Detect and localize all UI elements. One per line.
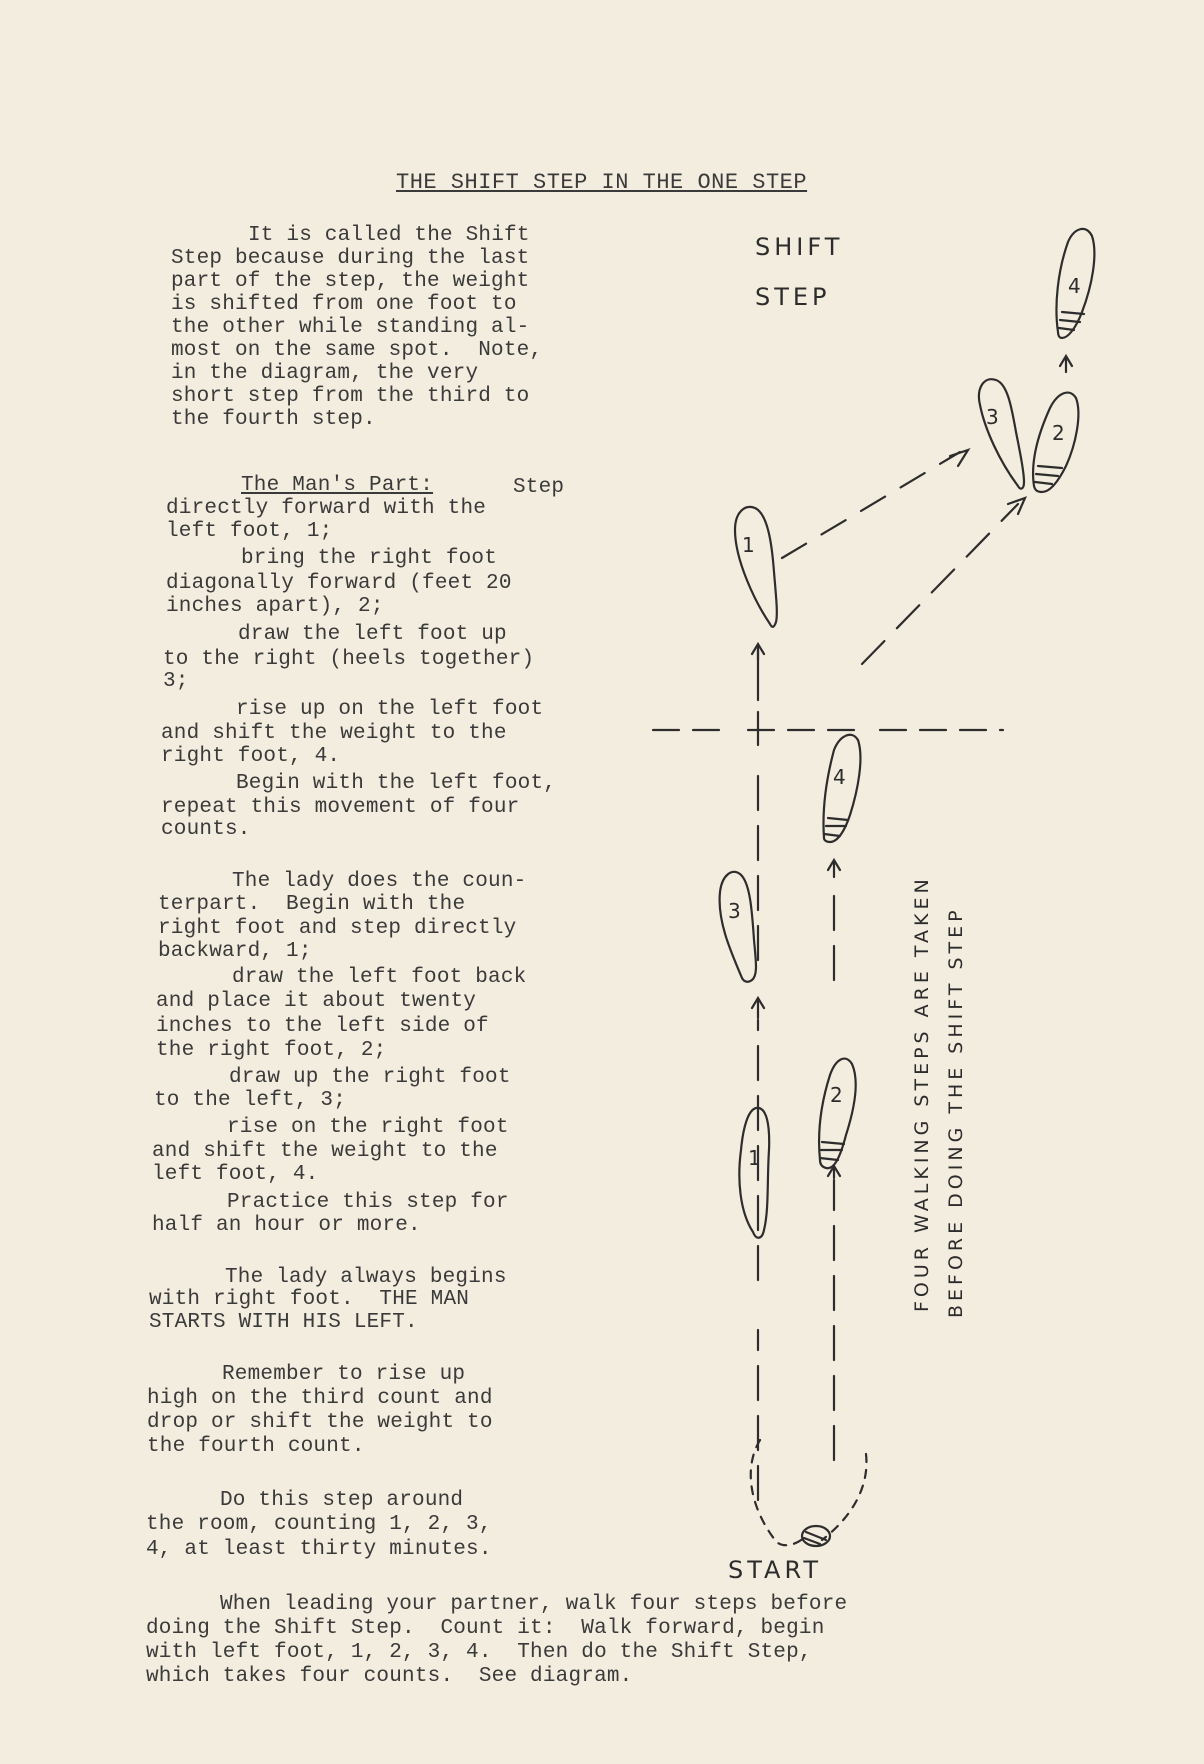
start-foot-outline-right [822, 1454, 866, 1540]
mans-part-line: 3; [163, 670, 189, 693]
foot-number: 2 [1052, 421, 1065, 445]
footprint-walk-1 [739, 1108, 769, 1238]
foot-number: 1 [742, 533, 755, 557]
mans-part-heading: The Man's Part: [241, 474, 434, 497]
do-this-line: the room, counting 1, 2, 3, [146, 1513, 492, 1536]
ladys-part-line: and place it about twenty [156, 990, 477, 1013]
start-heel-hatch [804, 1532, 826, 1544]
intro-line: Step because during the last [171, 247, 530, 270]
page-title: THE SHIFT STEP IN THE ONE STEP [396, 170, 808, 195]
ladys-part-line: right foot and step directly [158, 917, 517, 940]
mans-part-line: left foot, 1; [166, 520, 333, 543]
ladys-part-line: the right foot, 2; [156, 1039, 387, 1062]
do-this-line: Do this step around [220, 1489, 464, 1512]
ladys-part-line: Practice this step for [227, 1191, 509, 1214]
ladys-part-line: draw up the right foot [229, 1066, 511, 1089]
remember-line: high on the third count and [147, 1387, 493, 1410]
ladys-part-line: terpart. Begin with the [158, 893, 466, 916]
footprint-shift-2 [1033, 393, 1078, 492]
foot-number: 4 [1068, 274, 1081, 298]
mans-part-line: counts. [161, 818, 251, 841]
ladys-part-line: to the left, 3; [154, 1089, 347, 1112]
label-shift: SHIFT [755, 233, 844, 261]
leading-line: doing the Shift Step. Count it: Walk forward, begin [146, 1617, 825, 1640]
arrow-up-icon [752, 644, 764, 660]
ladys-part-line: draw the left foot back [232, 966, 527, 989]
intro-line: the other while standing al- [171, 316, 530, 339]
mans-part-line: to the right (heels together) [163, 648, 535, 671]
footprint-walk-2 [819, 1059, 856, 1169]
label-start: START [728, 1556, 823, 1584]
mans-part-line: directly forward with the [166, 497, 487, 520]
foot-number: 4 [833, 765, 846, 789]
mans-part-line: and shift the weight to the [161, 722, 507, 745]
label-step: STEP [755, 283, 831, 311]
foot-number: 3 [728, 899, 741, 923]
heel-hatch [1059, 312, 1084, 330]
lady-begins-line: The lady always begins [225, 1266, 507, 1289]
mans-part-line: bring the right foot [241, 547, 498, 570]
mans-part-line: Begin with the left foot, [236, 772, 557, 795]
footprint-walk-4 [823, 735, 860, 842]
mans-part-line: draw the left foot up [238, 623, 507, 646]
ladys-part-line: inches to the left side of [156, 1015, 489, 1038]
mans-part-line: Step [513, 476, 565, 499]
heel-hatch [824, 818, 848, 836]
footprint-shift-1 [735, 507, 777, 627]
arrow-up-icon [1060, 356, 1072, 372]
ladys-part-line: The lady does the coun- [232, 870, 527, 893]
ladys-part-line: half an hour or more. [152, 1214, 421, 1237]
intro-line: is shifted from one foot to [171, 293, 517, 316]
intro-line: in the diagram, the very [171, 362, 479, 385]
mans-part-line: rise up on the left foot [236, 698, 544, 721]
leading-line: with left foot, 1, 2, 3, 4. Then do the Shift Step, [146, 1641, 812, 1664]
ladys-part-line: and shift the weight to the [152, 1140, 498, 1163]
foot-number: 2 [830, 1083, 843, 1107]
arrow-diagonal-icon [950, 450, 968, 466]
foot-number: 1 [748, 1146, 761, 1170]
remember-line: the fourth count. [147, 1435, 365, 1458]
mans-part-line: inches apart), 2; [166, 595, 384, 618]
remember-line: Remember to rise up [222, 1363, 466, 1386]
mans-part-line: repeat this movement of four [161, 796, 520, 819]
footprint-shift-4 [1056, 229, 1094, 338]
foot-number: 3 [986, 405, 999, 429]
ladys-part-line: rise on the right foot [227, 1116, 509, 1139]
vertical-caption-line1: FOUR WALKING STEPS ARE TAKEN [911, 875, 933, 1312]
intro-line: the fourth step. [171, 408, 376, 431]
footprint-shift-3 [979, 379, 1024, 488]
heel-hatch [820, 1142, 844, 1160]
intro-line: part of the step, the weight [171, 270, 530, 293]
intro-line: most on the same spot. Note, [171, 339, 543, 362]
footprint-walk-3 [720, 872, 756, 982]
arrow-up-icon [752, 998, 764, 1018]
ladys-part-line: left foot, 4. [152, 1163, 319, 1186]
ladys-part-line: backward, 1; [158, 940, 312, 963]
intro-line: short step from the third to [171, 385, 530, 408]
lady-begins-line: with right foot. THE MAN [149, 1288, 470, 1311]
do-this-line: 4, at least thirty minutes. [146, 1538, 492, 1561]
mans-part-line: right foot, 4. [161, 745, 341, 768]
vertical-caption-line2: BEFORE DOING THE SHIFT STEP [945, 906, 967, 1318]
diagonal-path [782, 452, 960, 558]
lady-begins-line: STARTS WITH HIS LEFT. [149, 1311, 418, 1334]
remember-line: drop or shift the weight to [147, 1411, 493, 1434]
intro-line: It is called the Shift [248, 224, 530, 247]
arrow-up-icon [828, 860, 840, 877]
leading-line: which takes four counts. See diagram. [146, 1665, 633, 1688]
diagonal-path [862, 504, 1018, 664]
mans-part-line: diagonally forward (feet 20 [166, 572, 512, 595]
leading-line: When leading your partner, walk four steps before [220, 1593, 848, 1616]
